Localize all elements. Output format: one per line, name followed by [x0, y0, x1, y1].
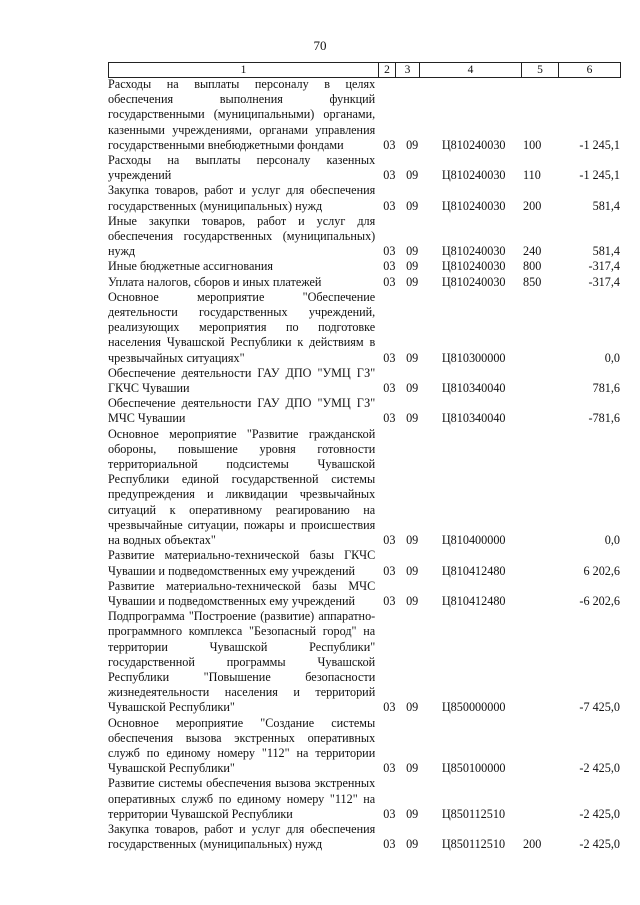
row-amount: -317,4: [588, 259, 621, 274]
header-col-5: 5: [522, 63, 559, 78]
row-name: Обеспечение деятельности ГАУ ДПО "УМЦ ГЗ" МЧС Чувашии: [108, 396, 376, 426]
row-section: 03: [383, 274, 396, 289]
row-section: 03: [383, 168, 396, 183]
row-expense-type: 110: [523, 168, 541, 183]
row-amount: 581,4: [592, 198, 621, 213]
row-amount: -1 245,1: [579, 137, 621, 152]
row-subsection: 09: [406, 168, 419, 183]
row-subsection: 09: [406, 837, 419, 852]
row-name: Уплата налогов, сборов и иных платежей: [108, 274, 322, 289]
row-subsection: 09: [406, 198, 419, 213]
row-subsection: 09: [406, 593, 419, 608]
page-number: 70: [313, 38, 327, 53]
row-target-article: Ц810240030: [441, 259, 506, 274]
table-row: [108, 822, 620, 852]
row-target-article: Ц810400000: [441, 533, 506, 548]
row-section: 03: [383, 381, 396, 396]
header-col-1: 1: [109, 63, 379, 78]
row-amount: -2 425,0: [579, 806, 621, 821]
header-col-4: 4: [420, 63, 522, 78]
header-col-6: 6: [559, 63, 621, 78]
row-section: 03: [383, 593, 396, 608]
row-amount: 0,0: [604, 350, 621, 365]
row-expense-type: 800: [523, 259, 542, 274]
row-amount: -2 425,0: [579, 761, 621, 776]
row-expense-type: 100: [523, 137, 542, 152]
row-section: 03: [383, 533, 396, 548]
row-target-article: Ц810340040: [441, 381, 506, 396]
table-row: [108, 427, 620, 549]
row-expense-type: 240: [523, 244, 542, 259]
table-row: [108, 579, 620, 609]
row-name: Закупка товаров, работ и услуг для обеспечения государственных (муниципальных) нужд: [108, 183, 376, 213]
row-name: Основное мероприятие "Создание системы обеспечения вызова экстренных оперативных служб по единому номеру "112" на территории Чувашской Республики": [108, 715, 376, 776]
row-name: Основное мероприятие "Обеспечение деятельности государственных учреждений, реализующих мероприятия по подготовке населения Чувашской Республики к действиям в чрезвычайных ситуациях": [108, 289, 376, 365]
row-target-article: Ц810340040: [441, 411, 506, 426]
table-row: [108, 183, 620, 213]
row-amount: 6 202,6: [583, 563, 621, 578]
row-amount: 781,6: [592, 381, 621, 396]
table-row: [108, 153, 620, 183]
row-target-article: Ц810300000: [441, 350, 506, 365]
row-target-article: Ц850112510: [441, 806, 506, 821]
header-col-3: 3: [396, 63, 420, 78]
row-amount: -781,6: [588, 411, 621, 426]
table-row: [108, 259, 620, 274]
row-target-article: Ц810240030: [441, 137, 506, 152]
row-subsection: 09: [406, 533, 419, 548]
row-target-article: Ц850112510: [441, 837, 506, 852]
row-amount: -1 245,1: [579, 168, 621, 183]
row-subsection: 09: [406, 761, 419, 776]
row-section: 03: [383, 700, 396, 715]
row-subsection: 09: [406, 259, 419, 274]
row-section: 03: [383, 411, 396, 426]
table-row: [108, 396, 620, 426]
row-name: Основное мероприятие "Развитие гражданской обороны, повышение уровня готовности территориальной подсистемы Чувашской Республики единой государственной системы предупреждения и ликвидации чрезвычайных ситуаций к оперативному реагированию на чрезвычайные ситуации, пожары и происшествия на водных объектах": [108, 426, 376, 548]
row-section: 03: [383, 244, 396, 259]
row-target-article: Ц850000000: [441, 700, 506, 715]
row-amount: -7 425,0: [579, 700, 621, 715]
table-row: [108, 716, 620, 777]
row-amount: 0,0: [604, 533, 621, 548]
row-expense-type: 200: [523, 198, 542, 213]
table-row: [108, 214, 620, 260]
row-subsection: 09: [406, 806, 419, 821]
table-row: [108, 275, 620, 290]
table-row: [108, 548, 620, 578]
row-subsection: 09: [406, 381, 419, 396]
row-amount: 581,4: [592, 244, 621, 259]
row-name: Иные бюджетные ассигнования: [108, 259, 274, 274]
row-name: Закупка товаров, работ и услуг для обеспечения государственных (муниципальных) нужд: [108, 821, 376, 852]
table-row: [108, 609, 620, 715]
row-section: 03: [383, 761, 396, 776]
row-section: 03: [383, 198, 396, 213]
table-header: [108, 62, 621, 78]
row-section: 03: [383, 837, 396, 852]
row-target-article: Ц810412480: [441, 563, 506, 578]
row-section: 03: [383, 137, 396, 152]
header-col-2: 2: [379, 63, 396, 78]
row-name: Обеспечение деятельности ГАУ ДПО "УМЦ ГЗ" ГКЧС Чувашии: [108, 365, 376, 396]
row-name: Иные закупки товаров, работ и услуг для обеспечения государственных (муниципальных) нужд: [108, 213, 376, 259]
row-subsection: 09: [406, 137, 419, 152]
row-target-article: Ц810240030: [441, 244, 506, 259]
row-expense-type: 850: [523, 274, 542, 289]
row-name: Развитие материально-технической базы ГКЧС Чувашии и подведомственных ему учреждений: [108, 548, 376, 578]
budget-table-body: [108, 77, 620, 852]
row-amount: -317,4: [588, 274, 621, 289]
row-target-article: Ц810240030: [441, 168, 506, 183]
row-name: Расходы на выплаты персоналу казенных учреждений: [108, 153, 376, 183]
row-target-article: Ц810412480: [441, 593, 506, 608]
table-row: [108, 77, 620, 153]
row-target-article: Ц810240030: [441, 274, 506, 289]
table-row: [108, 290, 620, 366]
row-subsection: 09: [406, 563, 419, 578]
row-target-article: Ц850100000: [441, 761, 506, 776]
row-section: 03: [383, 259, 396, 274]
row-name: Подпрограмма "Построение (развитие) аппаратно-программного комплекса "Безопасный город" на территории Чувашской Республики" государственной программы Чувашской Республики "Повышение безопасности жизнедеятельности населения и территорий Чувашской Республики": [108, 609, 376, 715]
row-subsection: 09: [406, 411, 419, 426]
row-subsection: 09: [406, 274, 419, 289]
row-subsection: 09: [406, 350, 419, 365]
row-section: 03: [383, 563, 396, 578]
row-name: Развитие материально-технической базы МЧС Чувашии и подведомственных ему учреждений: [108, 578, 376, 608]
row-subsection: 09: [406, 700, 419, 715]
row-section: 03: [383, 806, 396, 821]
row-name: Расходы на выплаты персоналу в целях обеспечения выполнения функций государственными (муниципальными) органами, казенными учреждениями, органами управления государственными внебюджетными фондами: [108, 77, 376, 152]
row-name: Развитие системы обеспечения вызова экстренных оперативных служб по единому номеру "112" на территории Чувашской Республики: [108, 776, 376, 821]
table-row: [108, 366, 620, 396]
row-amount: -6 202,6: [579, 593, 621, 608]
row-section: 03: [383, 350, 396, 365]
row-subsection: 09: [406, 244, 419, 259]
row-amount: -2 425,0: [579, 837, 621, 852]
row-target-article: Ц810240030: [441, 198, 506, 213]
table-row: [108, 776, 620, 822]
row-expense-type: 200: [523, 837, 542, 852]
